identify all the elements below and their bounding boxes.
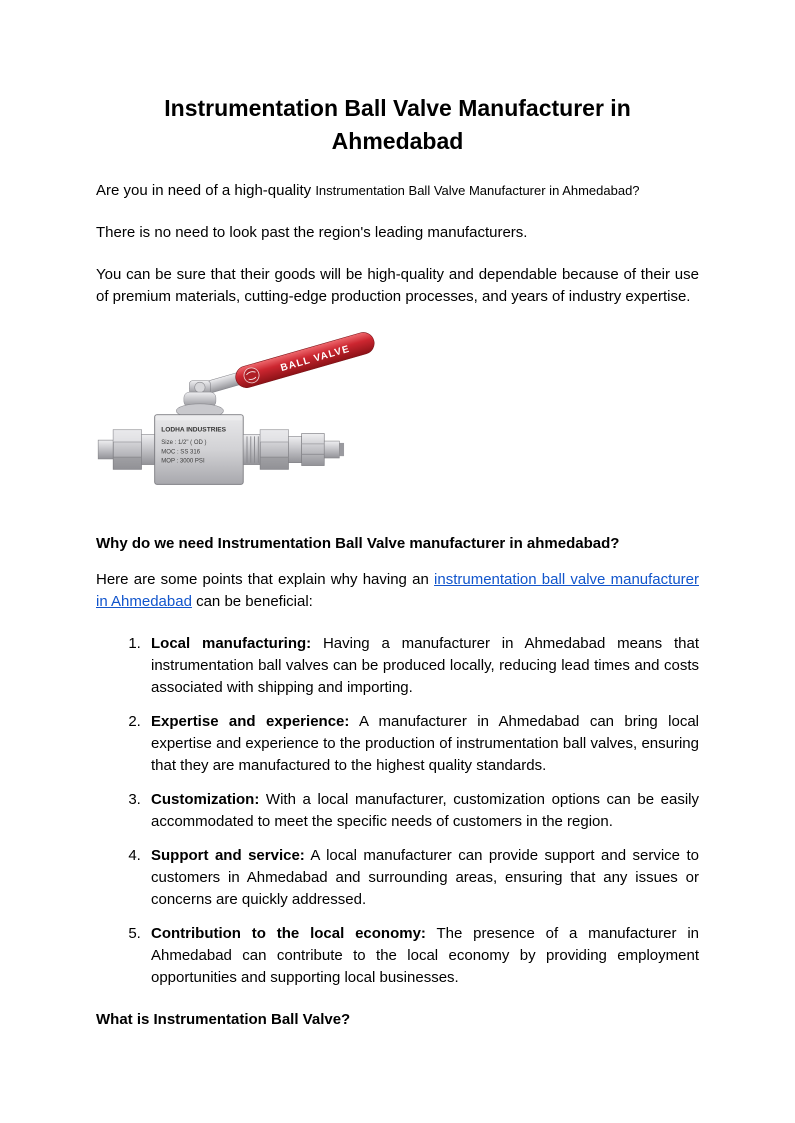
benefit-item-lead: Contribution to the local economy: — [151, 925, 426, 942]
benefit-item-lead: Local manufacturing: — [151, 635, 312, 652]
why-intro-after-link: can be beneficial: — [191, 593, 313, 610]
benefit-item-text: Having a manufacturer in Ahmedabad means that instrumentation ball valves can be produced locally, reducing lead times and costs associated with shipping and importing. — [151, 635, 699, 696]
benefits-list — [96, 633, 699, 989]
benefit-item-economy — [145, 923, 699, 989]
benefit-item-support — [145, 845, 699, 911]
what-section-heading: What is Instrumentation Ball Valve? — [96, 1011, 351, 1028]
page-title: Instrumentation Ball Valve Manufacturer in Ahmedabad — [164, 95, 631, 154]
benefit-item-text: A manufacturer in Ahmedabad can bring local expertise and experience to the production of instrumentation ball valves, ensuring that they are manufactured to the highest quality standards. — [151, 713, 699, 774]
benefit-item-text: A local manufacturer can provide support and service to customers in Ahmedabad and surrounding areas, ensuring that any issues or concerns are quickly addressed. — [151, 847, 699, 908]
left-tube — [98, 440, 113, 459]
valve-image — [96, 328, 398, 511]
intro-question-lead: Are you in need of a high-quality — [96, 182, 316, 199]
right-tube — [324, 441, 339, 458]
intro-question — [96, 180, 699, 202]
valve-body-text: Size : 1/2" ( OD ) — [161, 439, 207, 446]
handle-label: BALL VALVE — [279, 343, 352, 375]
why-intro-before-link: Here are some points that explain why having an — [96, 571, 435, 588]
benefit-item-lead: Customization: — [151, 791, 260, 808]
benefit-item-lead: Support and service: — [151, 847, 305, 864]
benefit-item-lead: Expertise and experience: — [151, 713, 350, 730]
valve-body-text: MOC : SS 316 — [161, 449, 201, 456]
valve-handle — [188, 330, 377, 403]
why-intro-paragraph — [96, 569, 699, 613]
intro-paragraph-3: You can be sure that their goods will be high-quality and dependable because of their use of premium materials, cutting-edge production processes, and years of industry expertise. — [96, 266, 699, 305]
valve-illustration — [96, 328, 398, 507]
why-section-heading: Why do we need Instrumentation Ball Valve manufacturer in ahmedabad? — [96, 535, 620, 552]
benefit-item-local-manufacturing — [145, 633, 699, 699]
benefit-item-text: The presence of a manufacturer in Ahmedabad can contribute to the local economy by providing employment opportunities and supporting local businesses. — [151, 925, 699, 986]
valve-body-text: LODHA INDUSTRIES — [161, 426, 227, 434]
valve-body-text: MOP : 3000 PSI — [161, 458, 205, 465]
right-hex-nut-2 — [302, 434, 325, 466]
right-threaded-collar — [243, 434, 260, 464]
manufacturer-link[interactable]: instrumentation ball valve manufacturer in Ahmedabad — [96, 571, 699, 610]
benefit-item-customization — [145, 789, 699, 833]
intro-question-keyword: Instrumentation Ball Valve Manufacturer in Ahmedabad? — [315, 183, 640, 198]
benefit-item-text: With a local manufacturer, customization options can be easily accommodated to meet the specific needs of customers in the region. — [151, 791, 699, 830]
intro-paragraph-2: There is no need to look past the region's leading manufacturers. — [96, 224, 528, 241]
benefit-item-expertise — [145, 711, 699, 777]
